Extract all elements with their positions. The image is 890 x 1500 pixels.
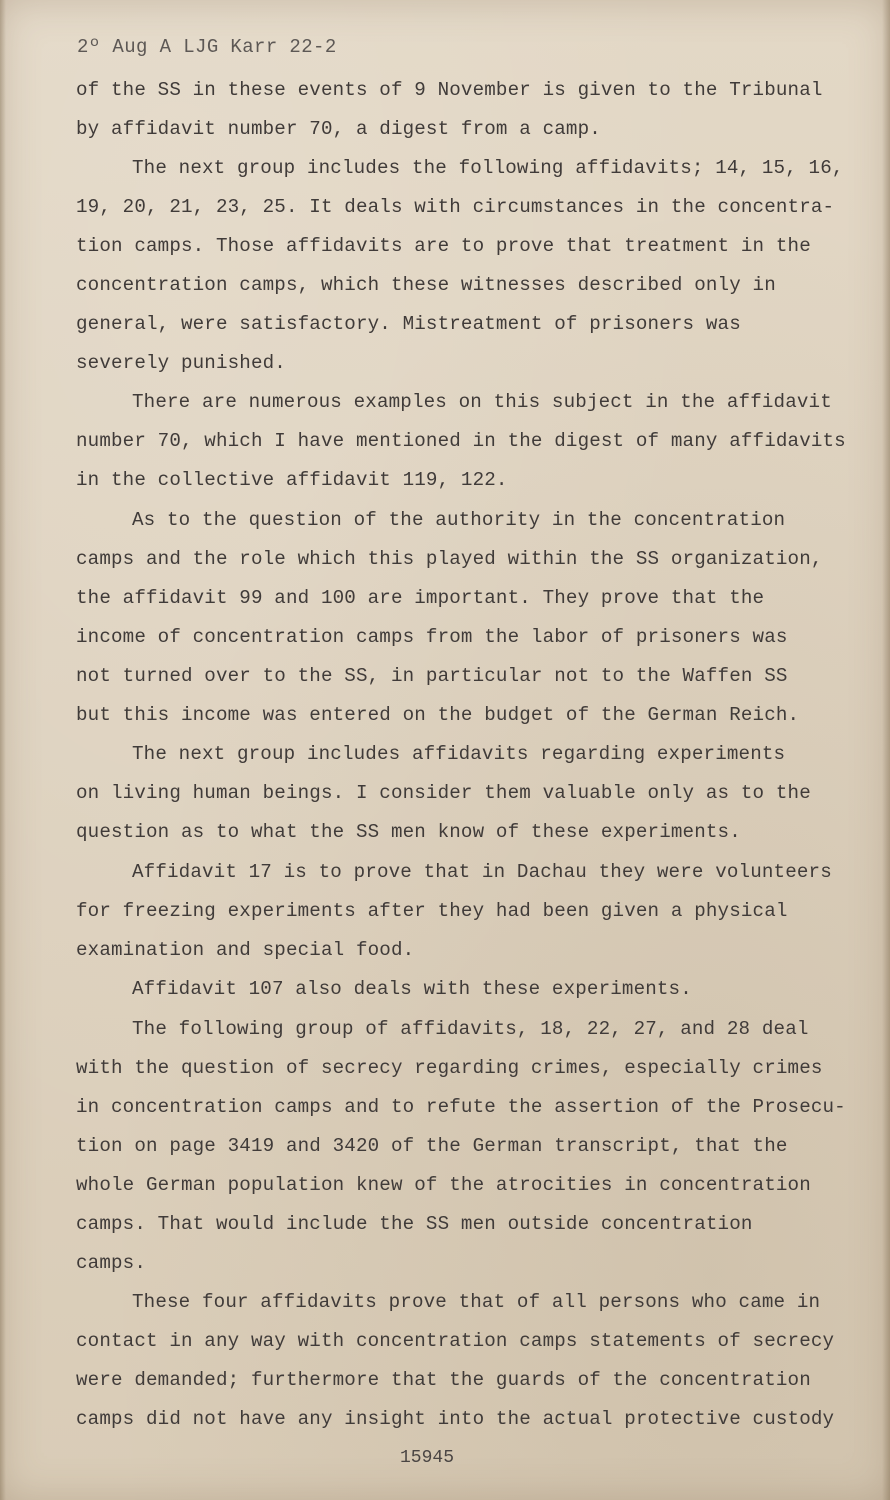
text-line: camps did not have any insight into the actual protective custody [76, 1408, 835, 1430]
text-line: whole German population knew of the atrocities in concentration [76, 1174, 811, 1196]
text-line: The following group of affidavits, 18, 22, 27, and 28 deal [132, 1018, 809, 1040]
text-line: The next group includes affidavits regarding experiments [132, 743, 786, 765]
page-edge-right [882, 0, 890, 1500]
text-line: question as to what the SS men know of these experiments. [76, 821, 741, 843]
text-line: As to the question of the authority in the concentration [132, 509, 786, 531]
page-header: 2º Aug A LJG Karr 22-2 [77, 36, 337, 58]
text-line: general, were satisfactory. Mistreatment of prisoners was [76, 313, 741, 335]
text-line: The next group includes the following affidavits; 14, 15, 16, [132, 157, 844, 179]
text-line: tion camps. Those affidavits are to prove that treatment in the [76, 235, 811, 257]
text-line: in concentration camps and to refute the assertion of the Prosecu- [76, 1096, 846, 1118]
text-line: These four affidavits prove that of all persons who came in [132, 1291, 821, 1313]
text-line: not turned over to the SS, in particular not to the Waffen SS [76, 665, 788, 687]
text-line: but this income was entered on the budget of the German Reich. [76, 704, 800, 726]
text-line: in the collective affidavit 119, 122. [76, 469, 508, 491]
text-line: camps. [76, 1252, 146, 1274]
text-line: income of concentration camps from the labor of prisoners was [76, 626, 788, 648]
text-line: for freezing experiments after they had been given a physical [76, 900, 788, 922]
text-line: number 70, which I have mentioned in the digest of many affidavits [76, 430, 846, 452]
text-line: camps. That would include the SS men outside concentration [76, 1213, 753, 1235]
text-line: tion on page 3419 and 3420 of the German transcript, that the [76, 1135, 788, 1157]
text-line: the affidavit 99 and 100 are important. They prove that the [76, 587, 765, 609]
text-line: Affidavit 107 also deals with these experiments. [132, 978, 692, 1000]
text-line: Affidavit 17 is to prove that in Dachau they were volunteers [132, 861, 832, 883]
text-line: by affidavit number 70, a digest from a camp. [76, 118, 601, 140]
page-edge-left [0, 0, 6, 1500]
text-line: on living human beings. I consider them valuable only as to the [76, 782, 811, 804]
page-number: 15945 [400, 1448, 455, 1468]
text-line: were demanded; furthermore that the guards of the concentration [76, 1369, 811, 1391]
text-line: severely punished. [76, 352, 286, 374]
text-line: of the SS in these events of 9 November is given to the Tribunal [76, 79, 823, 101]
text-line: examination and special food. [76, 939, 415, 961]
text-line: camps and the role which this played within the SS organization, [76, 548, 823, 570]
text-line: contact in any way with concentration camps statements of secrecy [76, 1330, 835, 1352]
text-line: with the question of secrecy regarding crimes, especially crimes [76, 1057, 823, 1079]
text-line: There are numerous examples on this subject in the affidavit [132, 391, 832, 413]
text-line: concentration camps, which these witnesses described only in [76, 274, 776, 296]
text-line: 19, 20, 21, 23, 25. It deals with circumstances in the concentra- [76, 196, 835, 218]
